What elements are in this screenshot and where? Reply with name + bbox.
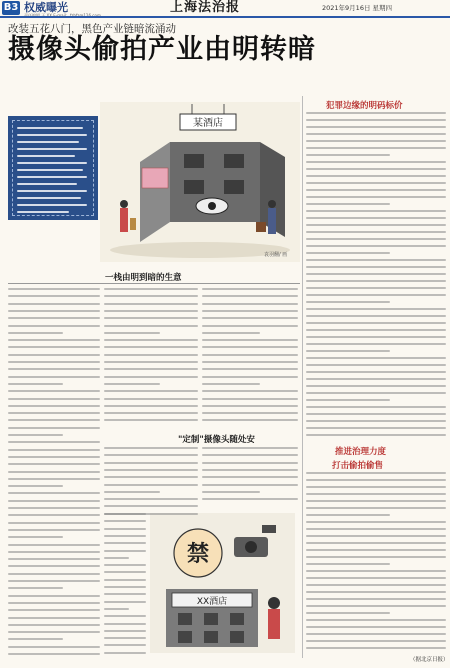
text-line [8, 325, 100, 327]
pull-quote-box [8, 116, 98, 220]
text-line [306, 238, 446, 240]
text-line [202, 419, 298, 421]
section-heading-right-top: 犯罪边缘的明码标价 [326, 101, 403, 111]
text-line [8, 383, 63, 385]
text-line [8, 354, 100, 356]
text-line [202, 325, 298, 327]
text-line [8, 580, 100, 582]
text-line [202, 398, 298, 400]
text-line [306, 507, 446, 509]
text-line [306, 479, 446, 481]
column-rule [302, 96, 303, 658]
text-line [202, 390, 298, 392]
text-line [8, 339, 100, 341]
text-line [306, 133, 446, 135]
text-line [8, 419, 100, 421]
text-line [104, 405, 198, 407]
text-line [8, 595, 100, 597]
text-line [202, 491, 260, 493]
text-line [104, 317, 198, 319]
text-line [306, 549, 446, 551]
text-line [104, 454, 198, 456]
article-headline: 摄像头偷拍产业由明转暗 [8, 34, 316, 65]
stamp-text: 禁 [186, 542, 210, 567]
text-line [306, 633, 446, 635]
hotel-sign-text: XX酒店 [196, 597, 228, 607]
illustration-credit: 袁羽翻/ 画 [264, 252, 288, 258]
text-line [8, 544, 100, 546]
text-line [8, 602, 100, 604]
text-line [306, 182, 446, 184]
section-title: 权威曝光 [24, 1, 68, 14]
text-line [8, 405, 100, 407]
text-line [202, 332, 260, 334]
text-line [104, 469, 198, 471]
text-line [8, 471, 100, 473]
text-line [8, 624, 100, 626]
text-line [104, 637, 146, 639]
section-heading-left: 一栈由明到暗的生意 [105, 273, 182, 283]
text-line [306, 591, 446, 593]
text-line [104, 295, 198, 297]
text-line [306, 626, 446, 628]
text-line [306, 472, 446, 474]
text-line [104, 498, 198, 500]
text-line [8, 295, 100, 297]
text-line [8, 427, 100, 429]
text-line [306, 357, 446, 359]
text-line [104, 644, 146, 646]
text-line [306, 175, 446, 177]
text-line [202, 462, 298, 464]
illustration-art [100, 102, 300, 262]
text-line [306, 210, 446, 212]
text-line [306, 528, 446, 530]
text-line [8, 638, 63, 640]
text-line [306, 322, 446, 324]
text-line [104, 476, 198, 478]
text-line [306, 224, 446, 226]
text-line [202, 295, 298, 297]
text-line [306, 161, 446, 163]
text-line [306, 584, 446, 586]
text-line [104, 462, 198, 464]
text-line [104, 571, 146, 573]
text-line [202, 469, 298, 471]
text-line [306, 535, 446, 537]
text-line [104, 288, 198, 290]
text-line [8, 500, 100, 502]
text-line [202, 476, 298, 478]
text-line [306, 301, 390, 303]
text-line [306, 364, 446, 366]
page-badge: B3 [3, 2, 19, 13]
text-line [202, 339, 298, 341]
text-line [8, 390, 100, 392]
text-line [8, 646, 100, 648]
text-line [104, 630, 146, 632]
text-line [202, 317, 298, 319]
text-line [104, 528, 146, 530]
text-line [104, 601, 146, 603]
text-line [306, 612, 390, 614]
text-line [306, 434, 446, 436]
text-line [306, 521, 446, 523]
text-line [8, 653, 100, 655]
text-line [306, 147, 446, 149]
sign-top-text: 某酒店 [193, 118, 223, 129]
text-line [202, 484, 298, 486]
text-line [306, 266, 446, 268]
text-line [104, 615, 146, 617]
text-line [8, 536, 63, 538]
text-line [306, 500, 446, 502]
text-line [306, 577, 446, 579]
text-line [104, 484, 198, 486]
text-line [8, 441, 100, 443]
masthead-rule [0, 16, 450, 18]
text-line [104, 586, 146, 588]
text-line [306, 112, 446, 114]
text-line [8, 485, 63, 487]
section-heading-right-bottom-2: 打击偷拍偷售 [332, 461, 384, 471]
text-line [104, 376, 198, 378]
text-line [104, 593, 146, 595]
text-line [8, 617, 100, 619]
text-line [306, 619, 446, 621]
text-line [306, 350, 390, 352]
text-line [8, 514, 100, 516]
article-source: （据北京日报） [410, 657, 449, 663]
text-line [104, 535, 146, 537]
hotel-camera-illustration [150, 513, 295, 653]
text-line [306, 563, 390, 565]
text-line [306, 570, 446, 572]
article-subtitle: 改装五花八门，黑色产业链暗流涌动 [8, 23, 176, 35]
text-line [104, 447, 198, 449]
text-line [8, 398, 100, 400]
text-line [104, 368, 198, 370]
text-line [8, 310, 100, 312]
text-line [8, 449, 100, 451]
section-heading-mid: "定制"摄像头随处安 [178, 435, 255, 445]
text-line [104, 557, 129, 559]
text-line [306, 556, 446, 558]
text-line [8, 551, 100, 553]
text-line [306, 542, 446, 544]
text-line [306, 287, 446, 289]
text-line [8, 361, 100, 363]
text-line [306, 427, 446, 429]
text-line [104, 361, 198, 363]
text-line [104, 390, 198, 392]
text-line [104, 398, 198, 400]
text-line [306, 140, 446, 142]
text-line [104, 550, 146, 552]
text-line [306, 189, 446, 191]
text-line [202, 346, 298, 348]
text-line [306, 294, 446, 296]
text-line [8, 565, 100, 567]
text-line [104, 310, 198, 312]
text-line [306, 259, 446, 261]
text-line [104, 491, 160, 493]
text-line [104, 332, 160, 334]
text-line [8, 346, 100, 348]
section-heading-right-bottom-1: 推进治理力度 [335, 447, 387, 457]
text-line [104, 608, 129, 610]
text-line [202, 383, 260, 385]
text-line [306, 640, 446, 642]
text-line [306, 336, 446, 338]
paper-name: 上海法治报 [170, 0, 241, 15]
text-line [8, 558, 100, 560]
text-line [202, 310, 298, 312]
text-line [306, 605, 446, 607]
text-line [8, 412, 100, 414]
text-line [202, 454, 298, 456]
text-line [104, 513, 146, 515]
text-line [104, 346, 198, 348]
text-line [306, 392, 446, 394]
text-line [8, 522, 100, 524]
text-line [104, 623, 146, 625]
text-line [8, 609, 100, 611]
text-line [202, 288, 298, 290]
text-line [8, 631, 100, 633]
text-line [202, 447, 298, 449]
text-line [104, 652, 146, 654]
text-line [306, 514, 390, 516]
text-line [306, 119, 446, 121]
text-line [202, 405, 298, 407]
text-line [104, 419, 198, 421]
text-line [306, 315, 446, 317]
text-line [202, 376, 298, 378]
date-line: 2021年9月16日 星期四 [322, 4, 393, 12]
text-line [202, 354, 298, 356]
text-line [306, 252, 390, 254]
text-line [306, 245, 446, 247]
text-line [306, 308, 446, 310]
text-line [8, 573, 100, 575]
text-line [104, 303, 198, 305]
text-line [306, 420, 446, 422]
text-line [306, 378, 446, 380]
text-line [306, 273, 446, 275]
text-line [104, 579, 146, 581]
text-line [202, 303, 298, 305]
text-line [306, 486, 446, 488]
text-line [8, 587, 63, 589]
text-line [8, 303, 100, 305]
text-line [306, 343, 446, 345]
text-line [8, 288, 100, 290]
text-line [202, 412, 298, 414]
text-line [8, 456, 100, 458]
text-line [306, 413, 446, 415]
text-line [8, 368, 100, 370]
text-line [8, 463, 100, 465]
text-line [306, 154, 390, 156]
text-line [104, 564, 146, 566]
text-line [306, 399, 390, 401]
text-line [306, 493, 446, 495]
text-line [104, 505, 198, 507]
text-line [8, 332, 63, 334]
text-line [306, 126, 446, 128]
text-line [306, 203, 390, 205]
text-line [8, 492, 100, 494]
text-line [306, 280, 446, 282]
text-line [104, 354, 198, 356]
section-divider [8, 283, 300, 284]
text-line [8, 529, 100, 531]
text-line [306, 406, 446, 408]
text-line [104, 339, 198, 341]
text-line [306, 385, 446, 387]
text-line [202, 498, 298, 500]
text-line [8, 507, 100, 509]
text-line [8, 434, 63, 436]
text-line [8, 376, 100, 378]
text-line [104, 542, 146, 544]
illustration2-art [150, 513, 295, 653]
text-line [306, 168, 446, 170]
text-line [104, 412, 198, 414]
text-line [306, 231, 446, 233]
text-line [104, 383, 160, 385]
text-line [306, 217, 446, 219]
hidden-camera-illustration [100, 102, 300, 262]
text-line [306, 329, 446, 331]
text-line [202, 361, 298, 363]
text-line [306, 598, 446, 600]
text-line [8, 317, 100, 319]
text-line [8, 478, 100, 480]
text-line [306, 371, 446, 373]
text-line [104, 520, 146, 522]
text-line [306, 647, 446, 649]
text-line [306, 196, 446, 198]
text-line [104, 325, 198, 327]
text-line [202, 368, 298, 370]
